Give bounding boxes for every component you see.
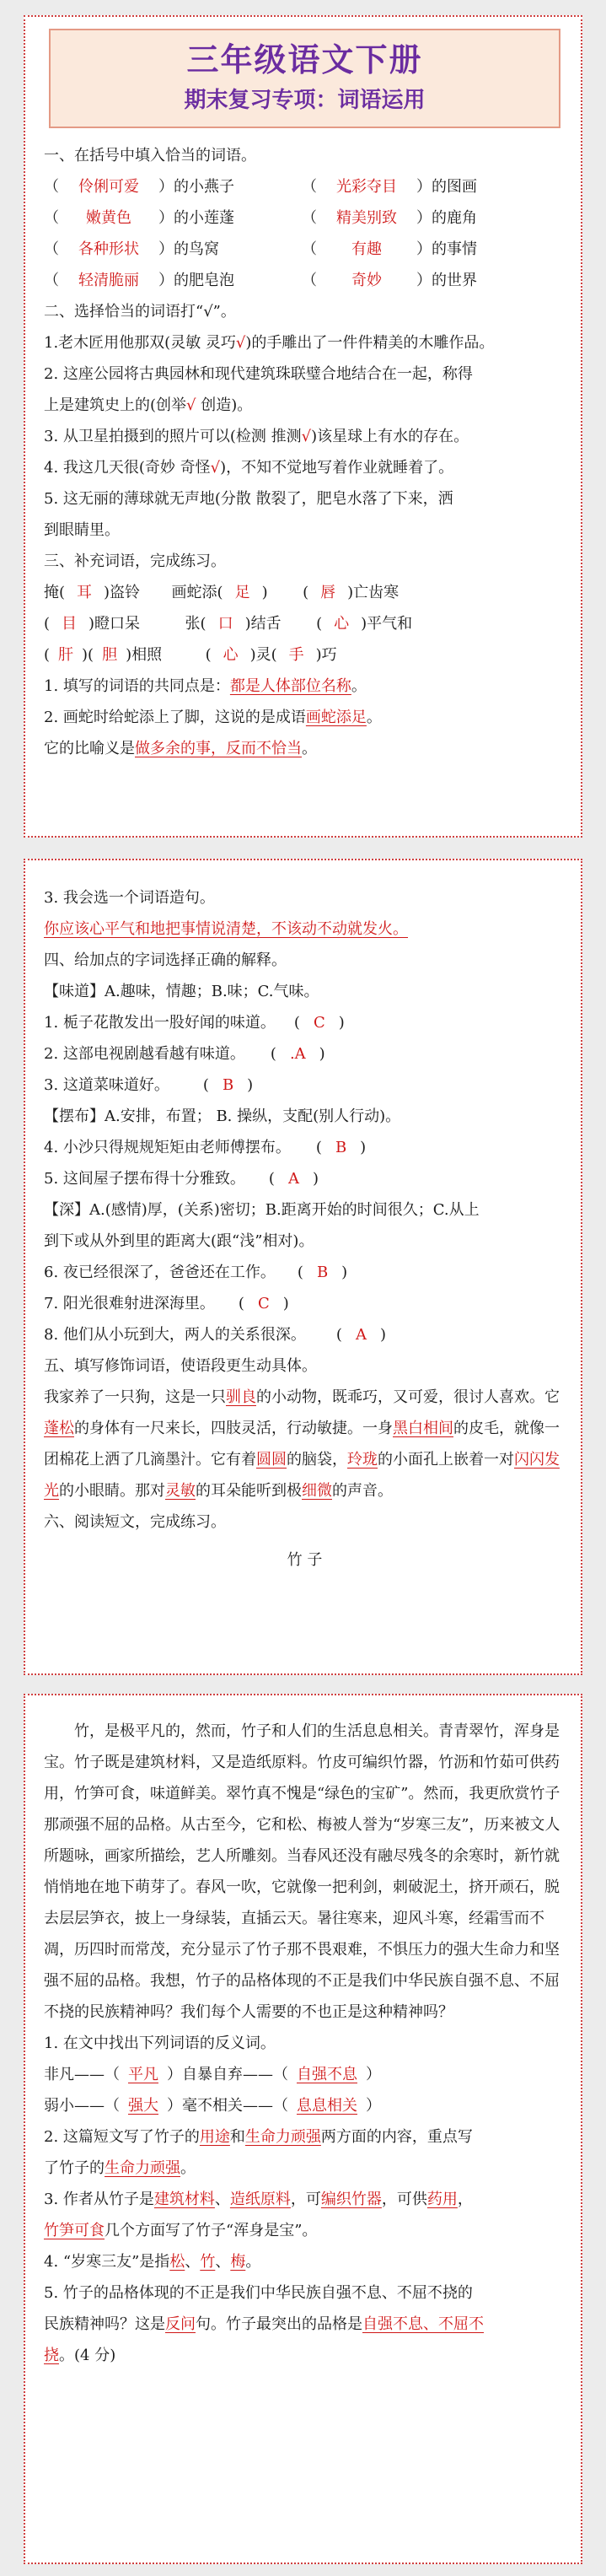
s2-question-1: 1.老木匠用他那双(灵敏 灵巧√)的手雕出了一件件精美的木雕作品。: [44, 334, 495, 352]
definition-baibu: 【摆布】A.安排，布置； B. 操纵，支配(别人行动)。: [44, 1107, 401, 1125]
fill-answer: 伶俐可爱: [78, 178, 139, 196]
idiom-row-1: 掩( 耳 )盗铃 画蛇添( 足 ) ( 唇 )亡齿寒: [44, 584, 400, 601]
worksheet-page-2: 3. 我会选一个词语造句。 你应该心平气和地把事情说清楚，不该动不动就发火。 四、给加点的字词选择正确的解释。 【味道】A.趣味，情趣；B.味；C.气味。 1. 栀子花散发出一股好闻的味道。 ( C ) 2. 这部电视剧越看越有味道。 ( .A ) 3. 这道菜味道好。 ( B ) 【摆布】A.安排，布置； B. 操纵，支配(别人行动)。 4. 小沙只得规规矩矩由老师傅摆布。 ( B ) 5. 这间屋子摆布得十分雅致。 ( A ) 【深】A.(感情)厚，(关系)密切；B.距离开始的时间很久；C.从上 到下或从外到里的距离大(跟“浅”相对)。 6. 夜已经很深了，爸爸还在工作。 ( B ) 7. 阳光很难射进深海里。 ( C ) 8. 他们从小玩到大，两人的关系很深。 ( A ) 五、填写修饰词语，使语段更生动具体。 我家养了一只狗，这是一只驯良的小动物，既乖巧，又可爱，很讨人喜欢。它蓬松的身体有一尺来长，四肢灵活，行动敏捷。一身黑白相间的皮毛，就像一团棉花上洒了几滴墨汁。它有着圆圆的脑袋，玲珑的小面孔上嵌着一对闪闪发光的小眼睛。那对灵敏的耳朵能听到极细微的声音。 六、阅读短文，完成练习。 竹 子: [24, 859, 582, 1675]
dog-paragraph: 我家养了一只狗，这是一只驯良的小动物，既乖巧，又可爱，很讨人喜欢。它蓬松的身体有一尺来长，四肢灵活，行动敏捷。一身黑白相间的皮毛，就像一团棉花上洒了几滴墨汁。它有着圆圆的脑袋，玲珑的小面孔上嵌着一对闪闪发光的小眼睛。那对灵敏的耳朵能听到极细微的声音。: [44, 1388, 560, 1500]
antonym-row-1: 非凡——（ 平凡 ）自暴自弃——（ 自强不息 ）: [44, 2066, 381, 2083]
s3-question-3-sentence: 3. 我会选一个词语造句。: [44, 889, 215, 907]
s4-question-4: 4. 小沙只得规规矩矩由老师傅摆布。 ( B ): [44, 1139, 367, 1156]
section-1-heading: 一、在括号中填入恰当的词语。: [44, 147, 256, 164]
s2-question-2: 2. 这座公园将古典园林和现代建筑珠联璧合地结合在一起，称得: [44, 365, 473, 383]
s1-row: （ 各种形状 ）的鸟窝 （ 有趣 ）的事情: [44, 234, 566, 265]
s4-question-1: 1. 栀子花散发出一股好闻的味道。 ( C ): [44, 1014, 345, 1032]
s3-question-2: 2. 画蛇时给蛇添上了脚，这说的是成语画蛇添足。: [44, 709, 382, 726]
section-6-heading: 六、阅读短文，完成练习。: [44, 1513, 226, 1531]
antonym-row-2: 弱小——（ 强大 ）毫不相关——（ 息息相关 ）: [44, 2097, 381, 2115]
s3-question-3: 它的比喻义是做多余的事，反而不恰当。: [44, 740, 317, 757]
fill-answer: 嫩黄色: [86, 209, 131, 227]
page-subtitle: 期末复习专项：词语运用: [184, 88, 426, 113]
idiom-row-2: ( 目 )瞪口呆 张( 口 )结舌 ( 心 )平气和: [44, 615, 413, 633]
s1-row: （ 嫩黄色 ）的小莲蓬 （ 精美别致 ）的鹿角: [44, 202, 566, 234]
definition-shen: 【深】A.(感情)厚，(关系)密切；B.距离开始的时间很久；C.从上: [44, 1201, 480, 1219]
fill-answer: 精美别致: [336, 209, 397, 227]
title-banner: [49, 29, 560, 128]
essay-title: 竹 子: [287, 1551, 323, 1569]
worksheet-page-3: 竹，是极平凡的，然而，竹子和人们的生活息息相关。青青翠竹，浑身是宝。竹子既是建筑材料，又是造纸原料。竹皮可编织竹器，竹沥和竹茹可供药用，竹笋可食，味道鲜美。翠竹真不愧是“绿色的宝矿”。然而，我更欣赏竹子那顽强不屈的品格。从古至今，它和松、梅被人誉为“岁寒三友”，历来被文人所题咏，画家所描绘，艺人所雕刻。当春风还没有融尽残冬的余寒时，新竹就悄悄地在地下萌芽了。春风一吹，它就像一把利剑，刺破泥土，挤开顽石，脱去层层笋衣，披上一身绿装，直插云天。暑往寒来，迎风斗寒，经霜雪而不凋，历四时而常茂，充分显示了竹子那不畏艰难，不惧压力的强大生命力和坚强不屈的品格。我想，竹子的品格体现的不正是我们中华民族自强不息、不屈不挠的民族精神吗？我们每个人需要的不也正是这种精神吗？ 1. 在文中找出下列词语的反义词。 非凡——（ 平凡 ）自暴自弃——（ 自强不息 ） 弱小——（ 强大 ）毫不相关——（ 息息相关 ） 2. 这篇短文写了竹子的用途和生命力顽强两方面的内容，重点写 了竹子的生命力顽强。 3. 作者从竹子是建筑材料、造纸原料，可编织竹器，可供药用， 竹笋可食几个方面写了竹子“浑身是宝”。 4. “岁寒三友”是指松、竹、梅。 5. 竹子的品格体现的不正是我们中华民族自强不息、不屈不挠的 民族精神吗？这是反问句。竹子最突出的品格是自强不息、不屈不 挠。(4 分): [24, 1694, 582, 2564]
s4-question-8: 8. 他们从小玩到大，两人的关系很深。 ( A ): [44, 1326, 386, 1344]
s4-question-7: 7. 阳光很难射进深海里。 ( C ): [44, 1295, 289, 1312]
modifier-answer: 闪闪发光: [44, 1451, 560, 1500]
p3-question-5: 5. 竹子的品格体现的不正是我们中华民族自强不息、不屈不挠的: [44, 2284, 473, 2302]
modifier-answer: 玲珑: [347, 1451, 378, 1469]
s4-question-2: 2. 这部电视剧越看越有味道。 ( .A ): [44, 1045, 325, 1063]
modifier-answer: 黑白相间: [393, 1420, 453, 1437]
p3-question-2: 2. 这篇短文写了竹子的用途和生命力顽强两方面的内容，重点写: [44, 2128, 473, 2146]
section-5-heading: 五、填写修饰词语，使语段更生动具体。: [44, 1357, 317, 1375]
s2-question-4: 4. 我这几天很(奇妙 奇怪√)，不知不觉地写着作业就睡着了。: [44, 459, 454, 477]
section-4-heading: 四、给加点的字词选择正确的解释。: [44, 951, 287, 969]
modifier-answer: 细微: [302, 1482, 332, 1500]
section-3-heading: 三、补充词语，完成练习。: [44, 552, 226, 570]
page-title: 三年级语文下册: [186, 40, 423, 78]
s2-question-5: 5. 这无丽的薄球就无声地(分散 散裂了，肥皂水落了下来，洒: [44, 490, 453, 508]
modifier-answer: 驯良: [226, 1388, 256, 1406]
modifier-answer: 灵敏: [165, 1482, 196, 1500]
fill-answer: 轻清脆丽: [78, 272, 139, 289]
definition-weidao: 【味道】A.趣味，情趣；B.味；C.气味。: [44, 983, 319, 1000]
p3-question-1: 1. 在文中找出下列词语的反义词。: [44, 2034, 276, 2052]
s2-question-3: 3. 从卫星拍摄到的照片可以(检测 推测√)该星球上有水的存在。: [44, 428, 469, 445]
modifier-answer: 圆圆: [256, 1451, 287, 1469]
fill-answer: 光彩夺目: [336, 178, 397, 196]
worksheet-page-1: 三年级语文下册 期末复习专项：词语运用 一、在括号中填入恰当的词语。 （ 伶俐可爱 ）的小燕子 （ 光彩夺目 ）的图画 （ 嫩黄色 ）的小莲蓬 （ 精美别致 ）的鹿角 （ 各种形状 ）的鸟窝 （ 有趣 ）的事情 （ 轻清脆丽 ）的肥皂泡 （ 奇妙 ）的世界 二、选择恰当的词语打“√”。 1.老木匠用他那双(灵敏 灵巧√)的手雕出了一件件精美的木雕作品。 2. 这座公园将古典园林和现代建筑珠联璧合地结合在一起，称得 上是建筑史上的(创举√ 创造)。 3. 从卫星拍摄到的照片可以(检测 推测√)该星球上有水的存在。 4. 我这几天很(奇妙 奇怪√)，不知不觉地写着作业就睡着了。 5. 这无丽的薄球就无声地(分散 散裂了，肥皂水落了下来，洒 到眼睛里。 三、补充词语，完成练习。 掩( 耳 )盗铃 画蛇添( 足 ) ( 唇 )亡齿寒 ( 目 )瞪口呆 张( 口 )结舌 ( 心 )平气和 ( 肝 )( 胆 )相照 ( 心 )灵( 手 )巧 1. 填写的词语的共同点是：都是人体部位名称。 2. 画蛇时给蛇添上了脚，这说的是成语画蛇添足。 它的比喻义是做多余的事，反而不恰当。: [24, 15, 582, 838]
s1-row: （ 轻清脆丽 ）的肥皂泡 （ 奇妙 ）的世界: [44, 265, 566, 296]
essay-body: 竹，是极平凡的，然而，竹子和人们的生活息息相关。青青翠竹，浑身是宝。竹子既是建筑材料，又是造纸原料。竹皮可编织竹器，竹沥和竹茹可供药用，竹笋可食，味道鲜美。翠竹真不愧是“绿色的宝矿”。然而，我更欣赏竹子那顽强不屈的品格。从古至今，它和松、梅被人誉为“岁寒三友”，历来被文人所题咏，画家所描绘，艺人所雕刻。当春风还没有融尽残冬的余寒时，新竹就悄悄地在地下萌芽了。春风一吹，它就像一把利剑，刺破泥土，挤开顽石，脱去层层笋衣，披上一身绿装，直插云天。暑往寒来，迎风斗寒，经霜雪而不凋，历四时而常茂，充分显示了竹子那不畏艰难，不惧压力的强大生命力和坚强不屈的品格。我想，竹子的品格体现的不正是我们中华民族自强不息、不屈不挠的民族精神吗？我们每个人需要的不也正是这种精神吗？: [44, 1722, 560, 2021]
fill-answer: 奇妙: [351, 272, 382, 289]
s1-row: （ 伶俐可爱 ）的小燕子 （ 光彩夺目 ）的图画: [44, 171, 566, 202]
p3-question-4: 4. “岁寒三友”是指松、竹、梅。: [44, 2253, 261, 2271]
fill-answer: 各种形状: [78, 240, 139, 258]
s3-question-3-answer: 你应该心平气和地把事情说清楚，不该动不动就发火。: [44, 920, 408, 938]
idiom-row-3: ( 肝 )( 胆 )相照 ( 心 )灵( 手 )巧: [44, 646, 337, 664]
s3-question-1: 1. 填写的词语的共同点是：都是人体部位名称。: [44, 677, 367, 695]
modifier-answer: 蓬松: [44, 1420, 74, 1437]
s4-question-5: 5. 这间屋子摆布得十分雅致。 ( A ): [44, 1170, 319, 1188]
section-2-heading: 二、选择恰当的词语打“√”。: [44, 303, 236, 321]
p3-question-3: 3. 作者从竹子是建筑材料、造纸原料，可编织竹器，可供药用，: [44, 2191, 473, 2208]
s4-question-6: 6. 夜已经很深了，爸爸还在工作。 ( B ): [44, 1264, 348, 1281]
fill-answer: 有趣: [351, 240, 382, 258]
s4-question-3: 3. 这道菜味道好。 ( B ): [44, 1076, 254, 1094]
